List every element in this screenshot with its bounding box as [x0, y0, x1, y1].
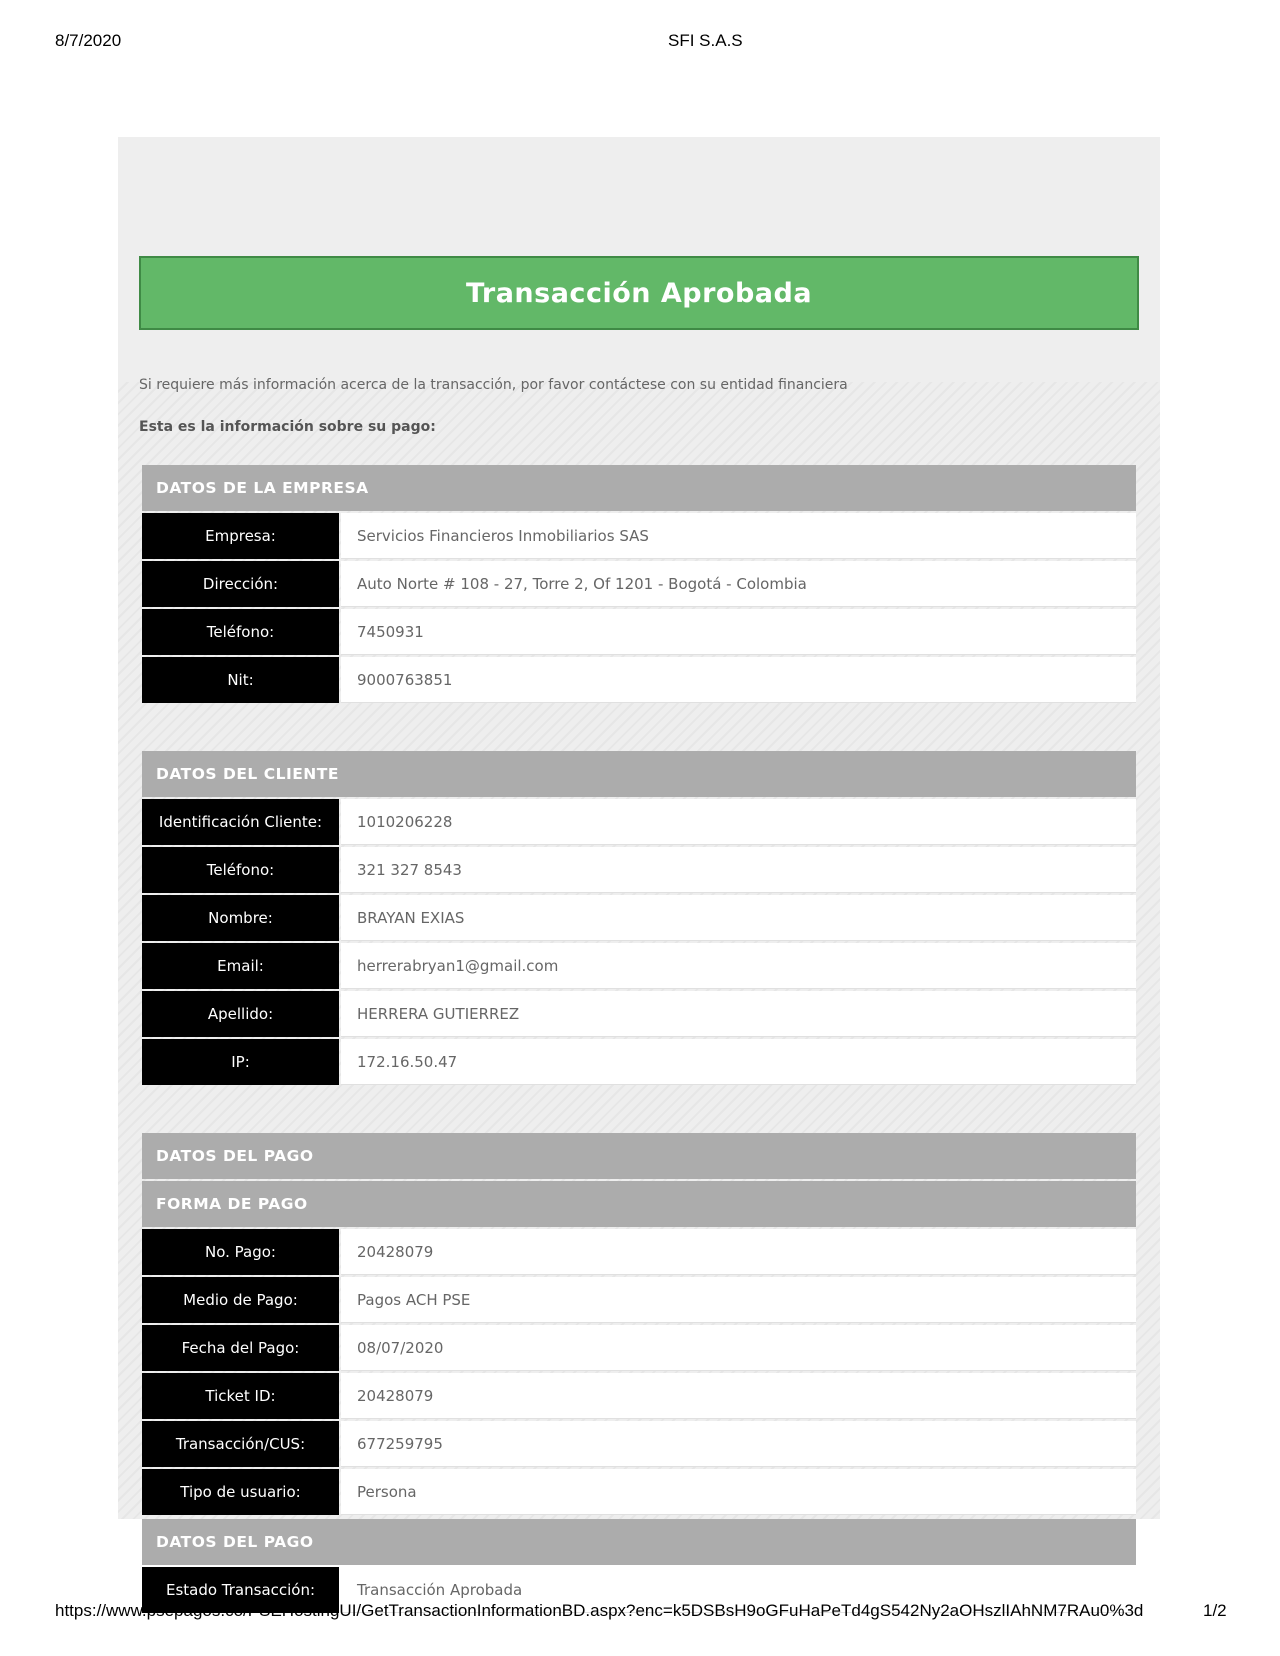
row-value: 321 327 8543: [341, 847, 1136, 893]
row-label: Transacción/CUS:: [142, 1421, 339, 1467]
row-value: 1010206228: [341, 799, 1136, 845]
table-row: [142, 1277, 1136, 1323]
row-label: Nit:: [142, 657, 339, 703]
row-value: Auto Norte # 108 - 27, Torre 2, Of 1201 - Bogotá - Colombia: [341, 561, 1136, 607]
section-header: DATOS DEL PAGO: [142, 1133, 1136, 1179]
row-value: Pagos ACH PSE: [341, 1277, 1136, 1323]
info-intro: Esta es la información sobre su pago:: [139, 419, 436, 435]
table-row: [142, 1325, 1136, 1371]
row-value: 172.16.50.47: [341, 1039, 1136, 1085]
print-title: SFI S.A.S: [668, 31, 743, 50]
row-label: Email:: [142, 943, 339, 989]
row-value: BRAYAN EXIAS: [341, 895, 1136, 941]
section-header: DATOS DEL CLIENTE: [142, 751, 1136, 797]
row-label: Teléfono:: [142, 609, 339, 655]
row-label: Dirección:: [142, 561, 339, 607]
row-label: Empresa:: [142, 513, 339, 559]
print-url: https://www.psepagos.co/PSEHostingUI/GetTransactionInformationBD.aspx?enc=k5DSBsH9oGFuHaPeTd4gS542Ny2aOHszlIAhNM7RAu0%3d: [55, 1601, 1144, 1620]
print-page-number: 1/2: [1203, 1601, 1227, 1620]
row-label: Estado Transacción:: [142, 1567, 339, 1613]
row-value: 9000763851: [341, 657, 1136, 703]
row-value: 7450931: [341, 609, 1136, 655]
table-row: [142, 1469, 1136, 1515]
section-subheader: FORMA DE PAGO: [142, 1181, 1136, 1227]
info-note: Si requiere más información acerca de la transacción, por favor contáctese con su entidad financiera: [139, 377, 848, 393]
section-cliente: [142, 751, 1136, 1087]
row-label: IP:: [142, 1039, 339, 1085]
row-label: Identificación Cliente:: [142, 799, 339, 845]
section-empresa: [142, 465, 1136, 705]
row-value: 677259795: [341, 1421, 1136, 1467]
receipt-panel: [118, 137, 1160, 1519]
row-label: Teléfono:: [142, 847, 339, 893]
table-row: [142, 513, 1136, 559]
row-label: No. Pago:: [142, 1229, 339, 1275]
section-pago: [142, 1133, 1136, 1517]
table-row: [142, 657, 1136, 703]
row-label: Ticket ID:: [142, 1373, 339, 1419]
row-value: herrerabryan1@gmail.com: [341, 943, 1136, 989]
table-row: [142, 1039, 1136, 1085]
section-header: DATOS DEL PAGO: [142, 1519, 1136, 1565]
section-header: DATOS DE LA EMPRESA: [142, 465, 1136, 511]
print-date: 8/7/2020: [55, 31, 122, 50]
table-row: [142, 1229, 1136, 1275]
row-value: 08/07/2020: [341, 1325, 1136, 1371]
row-value: 20428079: [341, 1373, 1136, 1419]
table-row: [142, 895, 1136, 941]
row-value: Transacción Aprobada: [341, 1567, 1136, 1613]
table-row: [142, 991, 1136, 1037]
row-value: HERRERA GUTIERREZ: [341, 991, 1136, 1037]
row-value: 20428079: [341, 1229, 1136, 1275]
status-banner: Transacción Aprobada: [139, 256, 1139, 330]
table-row: [142, 847, 1136, 893]
table-row: [142, 943, 1136, 989]
table-row: [142, 609, 1136, 655]
row-value: Persona: [341, 1469, 1136, 1515]
row-label: Apellido:: [142, 991, 339, 1037]
table-row: [142, 1421, 1136, 1467]
row-value: Servicios Financieros Inmobiliarios SAS: [341, 513, 1136, 559]
table-row: [142, 799, 1136, 845]
section-pago-estado-wrapper: [118, 1519, 1160, 1599]
row-label: Tipo de usuario:: [142, 1469, 339, 1515]
row-label: Fecha del Pago:: [142, 1325, 339, 1371]
table-row: [142, 561, 1136, 607]
row-label: Medio de Pago:: [142, 1277, 339, 1323]
table-row: [142, 1373, 1136, 1419]
row-label: Nombre:: [142, 895, 339, 941]
